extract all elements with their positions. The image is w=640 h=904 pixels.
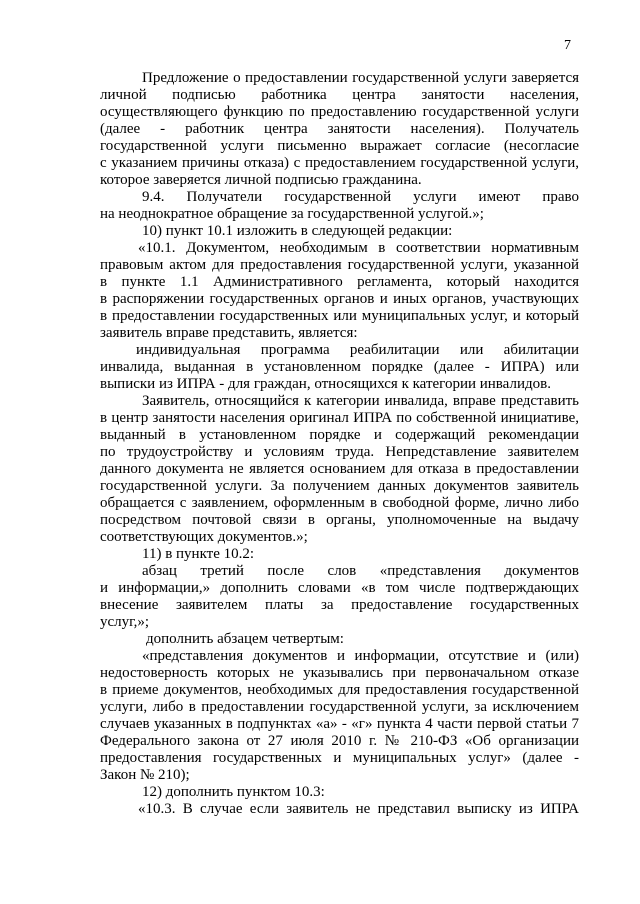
text-line: инвалида, выданная в установленном порядке (далее - ИПРА) или [100,359,579,375]
text-line: правовым актом для предоставления государственной услуги, указанной [100,257,579,273]
text-line: на неоднократное обращение за государственной услугой.»; [100,206,484,222]
text-line: «10.1. Документом, необходимым в соответствии нормативным [138,240,579,256]
text-line: выписки из ИПРА - для граждан, относящихся к категории инвалидов. [100,376,551,392]
text-line: Федерального закона от 27 июля 2010 г. № 210-ФЗ «Об организации [100,733,579,749]
text-line: (далее - работник центра занятости населения). Получатель [100,121,579,137]
page-number: 7 [564,38,571,53]
text-line: по трудоустройству и условиям труда. Непредставление заявителем [100,444,579,460]
text-line: предоставления государственных и муниципальных услуг» (далее - [100,750,579,766]
text-line: услуги, либо в предоставлении государственной услуги, за исключением [100,699,579,715]
text-line: выданный в установленном порядке и содержащий рекомендации [100,427,579,443]
text-line: внесение заявителем платы за предоставление государственных [100,597,579,613]
text-line: услуг,»; [100,614,150,630]
text-line: в приеме документов, необходимых для предоставления государственной [100,682,579,698]
text-line: 9.4. Получатели государственной услуги имеют право [142,189,579,205]
text-line: «10.3. В случае если заявитель не представил выписку из ИПРА [138,801,579,817]
text-line: Закон № 210); [100,767,190,783]
text-line: в центр занятости населения оригинал ИПРА по собственной инициативе, [100,410,579,426]
text-line: в распоряжении государственных органов и иных органов, участвующих [100,291,579,307]
text-line: осуществляющего функцию по предоставлению государственной услуги [100,104,579,120]
text-line: данного документа не является основанием для отказа в предоставлении [100,461,579,477]
text-line: дополнить абзацем четвертым: [146,631,344,647]
text-line: соответствующих документов.»; [100,529,308,545]
text-line: недостоверность которых не указывались при первоначальном отказе [100,665,579,681]
text-line: и информации,» дополнить словами «в том числе подтверждающих [100,580,579,596]
text-line: случаев указанных в подпунктах «а» - «г» пункта 4 части первой статьи 7 [100,716,579,732]
text-line: с указанием причины отказа) с предоставлением государственной услуги, [100,155,579,171]
text-line: которое заверяется личной подписью гражданина. [100,172,422,188]
text-line: 12) дополнить пунктом 10.3: [142,784,325,800]
text-line: обращается с заявлением, оформленным в свободной форме, лично либо [100,495,579,511]
text-line: личной подписью работника центра занятости населения, [100,87,579,103]
text-line: 10) пункт 10.1 изложить в следующей редакции: [142,223,453,239]
text-line: посредством почтовой связи в органы, уполномоченные на выдачу [100,512,579,528]
text-line: Заявитель, относящийся к категории инвалида, вправе представить [142,393,579,409]
text-line: заявитель вправе представить, является: [100,325,358,341]
text-line: государственной услуги письменно выражает согласие (несогласие [100,138,579,154]
text-line: государственной услуги. За получением данных документов заявитель [100,478,579,494]
text-line: 11) в пункте 10.2: [142,546,255,562]
text-line: в предоставлении государственных или муниципальных услуг, и который [100,308,579,324]
text-line: Предложение о предоставлении государственной услуги заверяется [142,70,579,86]
document-body [100,70,579,818]
text-line: в пункте 1.1 Административного регламента, который находится [100,274,579,290]
text-line: индивидуальная программа реабилитации или абилитации [136,342,579,358]
text-line: «представления документов и информации, отсутствие и (или) [142,648,579,664]
text-line: абзац третий после слов «представления документов [142,563,579,579]
